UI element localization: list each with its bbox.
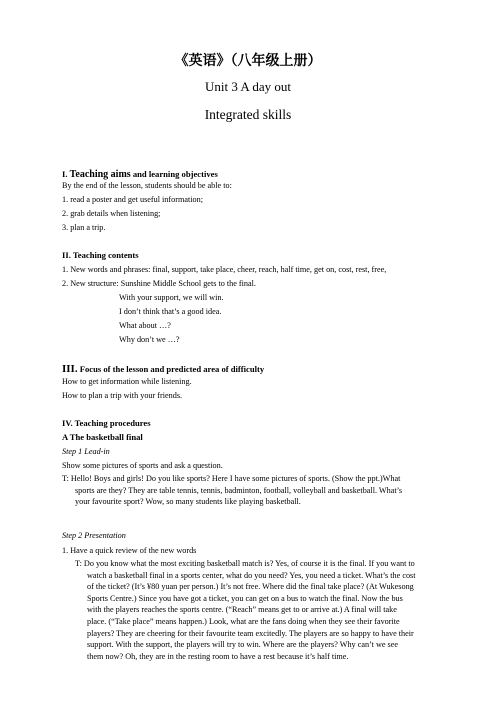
section-2-line-1: 1. New words and phrases: final, support, take place, cheer, reach, half time, get on, cost, rest, free, [62,265,387,274]
section-4-heading: IV. Teaching procedures [62,418,151,428]
unit-title: Unit 3 A day out [205,79,291,94]
step-2-para-line-5: with the players reaches the sports centre. (“Reach” means get to or arrive at.) A final will take [87,605,397,615]
lesson-title: Integrated skills [204,107,292,122]
step-1-paragraph [62,473,437,508]
section-3-heading-rest: Focus of the lesson and predicted area of difficulty [77,364,265,374]
section-2-sub-2: I don’t think that’s a good idea. [119,307,222,316]
step-2-para-line-4: Sports Centre.) Since you have got a ticket, you can get on a bus to watch the final. Now the bus [87,593,403,603]
step-2-para-line-2: watch a basketball final in a sports center, what do you need? Yes, you need a ticket. What’s the cost [87,570,416,580]
section-2-sub-4: Why don’t we …? [119,335,180,344]
section-1-heading-rest: and learning objectives [130,169,218,179]
section-1-intro: By the end of the lesson, students should be able to: [62,181,232,190]
section-1-item-3: 3. plan a trip. [62,223,106,232]
step-2-para-line-7: players? They are cheering for their favourite team excitedly. The players are so happy to have their [87,628,414,638]
section-3-number: III. [62,363,78,375]
section-3-heading [62,359,264,377]
step-1-para-line-3: your favourite sport? Wow, so many students like playing basketball. [75,497,301,507]
step-2-para-line-8: support. With the support, the players will try to win. Where are the players? Why can’t we see [87,640,399,650]
section-2-sub-1: With your support, we will win. [119,293,224,302]
step-2-item-1: 1. Have a quick review of the new words [62,546,197,555]
step-2-paragraph [75,558,437,662]
step-2-para-line-3: of the ticket? (It’s ¥80 yuan per person.) It’s not free. Where did the final take place? (At Wukesong [87,582,414,592]
step-1-heading: Step 1 Lead-in [62,447,110,456]
step-2-para-line-9: them now? Oh, they are in the resting room to have a rest because it’s half time. [87,651,349,661]
section-2-heading: II. Teaching contents [62,250,139,260]
step-2-para-line-6: place. (“Take place” means happen.) Look, what are the fans doing when they see their favorite [87,616,400,626]
section-3-item-1: How to get information while listening. [62,377,192,386]
section-3-item-2: How to plan a trip with your friends. [62,391,183,400]
section-1-item-1: 1. read a poster and get useful information; [62,195,203,204]
step-1-para-line-2: sports are they? They are table tennis, tennis, badminton, football, volleyball and basketball. What’s [75,485,403,495]
section-4-subhead-a: A The basketball final [62,432,143,442]
step-2-heading: Step 2 Presentation [62,531,126,540]
section-1-number: I. [62,169,70,179]
book-title: 《英语》（八年级上册） [174,53,322,69]
section-2-line-2: 2. New structure: Sunshine Middle School gets to the final. [62,279,256,288]
section-1-item-2: 2. grab details when listening; [62,209,161,218]
step-1-instruction: Show some pictures of sports and ask a question. [62,461,223,470]
section-1-heading-big: Teaching aims [69,169,131,180]
section-2-sub-3: What about …? [119,321,171,330]
step-2-para-line-1: T: Do you know what the most exciting basketball match is? Yes, of course it is the final. If you want to [75,559,415,568]
step-1-para-line-1: T: Hello! Boys and girls! Do you like sports? Here I have some pictures of sports. (Show the ppt.)What [62,474,401,483]
